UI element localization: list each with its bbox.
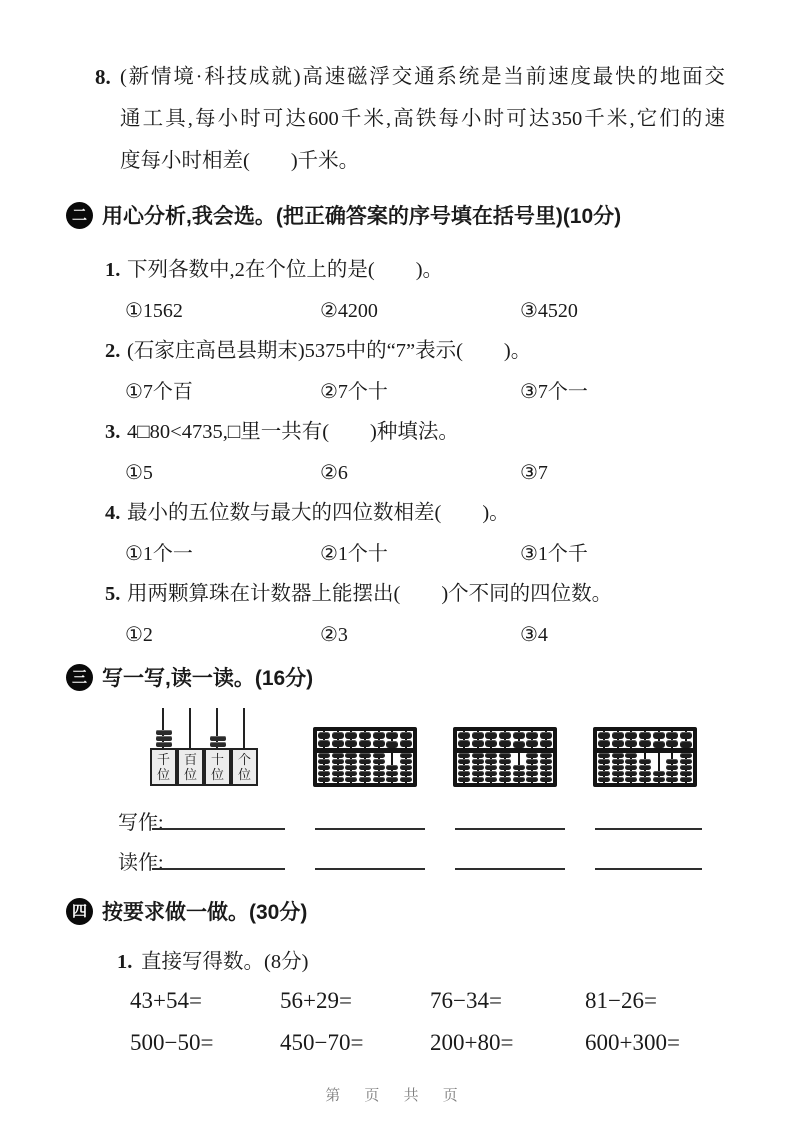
- abacus-bead: [612, 732, 624, 739]
- abacus-bead: [625, 740, 637, 747]
- mcq-question-4-options: [105, 534, 750, 575]
- counter-label-char: 千: [156, 752, 170, 767]
- section-2-questions: [105, 250, 750, 655]
- option: ③4: [520, 623, 548, 646]
- abacus-bead: [540, 765, 552, 771]
- counter-label-char: 十: [210, 752, 224, 767]
- abacus-bead: [359, 753, 371, 759]
- calc-problem: 81−26=: [585, 988, 657, 1013]
- abacus-bead: [458, 740, 470, 747]
- section-2-badge: 二: [66, 202, 93, 229]
- option: ①7个百: [125, 380, 193, 403]
- abacus-bead: [639, 759, 651, 765]
- abacus-bead: [680, 771, 692, 777]
- question-8-number: 8.: [95, 65, 111, 89]
- calc-problem: 450−70=: [280, 1030, 364, 1055]
- question-number: 2.: [105, 340, 121, 362]
- counter-column: [150, 708, 177, 786]
- abacus-bead: [318, 753, 330, 759]
- abacus-bead: [513, 777, 525, 783]
- abacus-bead: [359, 759, 371, 765]
- question-number: 3.: [105, 421, 121, 443]
- counter-label-char: 位: [156, 767, 170, 782]
- question-8-line: 通工具,每小时可达600千米,高铁每小时可达350千米,它们的速: [120, 108, 725, 130]
- abacus-bead: [345, 771, 357, 777]
- counter-column: [177, 708, 204, 786]
- abacus: [593, 727, 697, 787]
- section-4-title: 按要求做一做。(30分): [102, 901, 308, 924]
- abacus-bead: [318, 765, 330, 771]
- abacus-bead: [472, 777, 484, 783]
- calc-problem: 600+300=: [585, 1030, 680, 1055]
- abacus-bead: [540, 732, 552, 739]
- option: ②6: [320, 461, 348, 484]
- option: ①2: [125, 623, 153, 646]
- abacus-bead: [666, 771, 678, 777]
- counter-bead: [210, 742, 226, 747]
- mcq-question-5: [105, 574, 750, 615]
- abacus-bead: [499, 771, 511, 777]
- abacus-bead: [639, 771, 651, 777]
- abacus-bead: [598, 732, 610, 739]
- abacus-bead: [485, 740, 497, 747]
- abacus-bead: [612, 771, 624, 777]
- abacus-bead: [625, 765, 637, 771]
- abacus-bead: [345, 777, 357, 783]
- abacus-bead: [400, 753, 412, 759]
- abacus-bead: [598, 771, 610, 777]
- counter-label-char: 位: [210, 767, 224, 782]
- read-blank: [455, 868, 565, 870]
- counter-place-label: [231, 748, 258, 786]
- abacus-bead: [332, 771, 344, 777]
- abacus-bead: [612, 740, 624, 747]
- abacus-bead: [499, 759, 511, 765]
- abacus-bead: [625, 732, 637, 739]
- option: ③1个千: [520, 542, 588, 565]
- abacus-bead: [653, 777, 665, 783]
- abacus-bead: [386, 741, 398, 748]
- question-text: (石家庄高邑县期末)5375中的“7”表示( )。: [127, 340, 532, 362]
- counter-bead: [156, 742, 172, 747]
- abacus-bead: [472, 740, 484, 747]
- abacus-bead: [540, 759, 552, 765]
- abacus-bead: [612, 759, 624, 765]
- abacus-bead: [373, 753, 385, 759]
- abacus-bead: [625, 759, 637, 765]
- abacus-bead: [499, 777, 511, 783]
- question-text: 下列各数中,2在个位上的是( )。: [127, 259, 444, 281]
- abacus-bead: [373, 740, 385, 747]
- abacus-bead: [540, 740, 552, 747]
- abacus-bead: [345, 759, 357, 765]
- question-8-line: 度每小时相差( )千米。: [120, 150, 360, 172]
- abacus-bead: [332, 759, 344, 765]
- abacus-bead: [373, 777, 385, 783]
- abacus-bead: [680, 753, 692, 759]
- counter-label-char: 位: [183, 767, 197, 782]
- question-8: [95, 56, 725, 182]
- abacus-bead: [386, 777, 398, 783]
- abacus-bead: [472, 753, 484, 759]
- abacus-bead: [513, 732, 525, 739]
- abacus-bead: [680, 741, 692, 748]
- abacus-bead: [513, 771, 525, 777]
- calc-problem: 43+54=: [130, 988, 202, 1013]
- write-blank: [152, 828, 285, 830]
- calc-problem: 56+29=: [280, 988, 352, 1013]
- option: ②4200: [320, 299, 378, 322]
- question-text: 最小的五位数与最大的四位数相差( )。: [127, 502, 510, 524]
- option: ②3: [320, 623, 348, 646]
- section-3-title: 写一写,读一读。(16分): [102, 667, 314, 690]
- abacus-bead: [526, 740, 538, 747]
- abacus-bead: [499, 740, 511, 747]
- counter-column: [204, 708, 231, 786]
- abacus-bead: [526, 732, 538, 739]
- mcq-question-2: [105, 331, 750, 372]
- abacus-bead: [513, 765, 525, 771]
- abacus-bead: [680, 777, 692, 783]
- option: ①1562: [125, 299, 183, 322]
- calc-row-2: [130, 1030, 750, 1060]
- abacus-bead: [653, 741, 665, 748]
- abacus-bead: [485, 777, 497, 783]
- question-8-text: [120, 56, 725, 182]
- calc-problem: 500−50=: [130, 1030, 214, 1055]
- section-3-badge: 三: [66, 664, 93, 691]
- abacus-bead: [485, 765, 497, 771]
- abacus-bead: [318, 771, 330, 777]
- section-2-title: 用心分析,我会选。(把正确答案的序号填在括号里)(10分): [102, 205, 622, 228]
- abacus-bead: [526, 759, 538, 765]
- abacus-bead: [472, 771, 484, 777]
- abacus-bead: [540, 753, 552, 759]
- abacus-bead: [625, 771, 637, 777]
- abacus-bead: [400, 771, 412, 777]
- abacus-bead: [639, 740, 651, 747]
- page-footer: 第 页 共 页: [325, 1087, 468, 1104]
- abacus-bead: [499, 732, 511, 739]
- abacus-bead: [332, 732, 344, 739]
- counter-label-char: 位: [237, 767, 251, 782]
- abacus-bead: [666, 759, 678, 765]
- section-3-header: [66, 662, 313, 692]
- abacus-bead: [400, 777, 412, 783]
- section-4-badge: 四: [66, 898, 93, 925]
- abacus-bead: [485, 753, 497, 759]
- question-text: 4□80<4735,□里一共有( )种填法。: [127, 421, 459, 443]
- abacus-bead: [598, 753, 610, 759]
- abacus-bead: [318, 740, 330, 747]
- abacus-bead: [400, 732, 412, 739]
- abacus-bead: [359, 740, 371, 747]
- abacus-bead: [458, 759, 470, 765]
- abacus-bead: [526, 771, 538, 777]
- read-blank: [595, 868, 702, 870]
- write-blank: [595, 828, 702, 830]
- mcq-question-2-options: [105, 372, 750, 413]
- counter-rod: [243, 708, 245, 749]
- abacus-bead: [485, 732, 497, 739]
- abacus-bead: [666, 777, 678, 783]
- abacus-bead: [359, 765, 371, 771]
- counter-bead: [156, 736, 172, 741]
- abacus-bead: [373, 759, 385, 765]
- abacus-bead: [332, 753, 344, 759]
- question-text: 用两颗算珠在计数器上能摆出( )个不同的四位数。: [127, 583, 613, 605]
- abacus-bead: [400, 765, 412, 771]
- write-blank: [315, 828, 425, 830]
- read-blank: [152, 868, 285, 870]
- abacus-bead: [639, 777, 651, 783]
- abacus-bead: [472, 732, 484, 739]
- abacus-bead: [612, 765, 624, 771]
- counter-place-label: [204, 748, 231, 786]
- option: ③7个一: [520, 380, 588, 403]
- abacus-bead: [526, 777, 538, 783]
- calc-problem: 200+80=: [430, 1030, 514, 1055]
- abacus-bead: [359, 732, 371, 739]
- counter-place-label: [150, 748, 177, 786]
- abacus-bead: [332, 765, 344, 771]
- option: ①5: [125, 461, 153, 484]
- abacus-bead: [513, 741, 525, 748]
- option: ②7个十: [320, 380, 388, 403]
- abacus-bead: [666, 740, 678, 747]
- abacus-bead: [332, 740, 344, 747]
- abacus-bead: [653, 771, 665, 777]
- abacus-bead: [612, 777, 624, 783]
- question-number: 1.: [105, 259, 121, 281]
- read-label: 读作:: [118, 852, 164, 874]
- calc-row-1: [130, 988, 750, 1018]
- abacus-bead: [680, 732, 692, 739]
- sub-question-1-text: 直接写得数。(8分): [141, 951, 309, 973]
- abacus-bead: [526, 753, 538, 759]
- counter-column: [231, 708, 258, 786]
- abacus-bead: [359, 771, 371, 777]
- write-blank: [455, 828, 565, 830]
- abacus-bead: [386, 765, 398, 771]
- abacus-bead: [598, 740, 610, 747]
- counter-rod: [189, 708, 191, 749]
- counter-place-label: [177, 748, 204, 786]
- abacus-bead: [318, 759, 330, 765]
- abacus-bead: [639, 732, 651, 739]
- counter-label-char: 个: [237, 752, 251, 767]
- mcq-question-3-options: [105, 453, 750, 494]
- abacus-bead: [345, 732, 357, 739]
- option: ③4520: [520, 299, 578, 322]
- abacus-bead: [400, 759, 412, 765]
- abacus-bead: [373, 771, 385, 777]
- mcq-question-5-options: [105, 615, 750, 656]
- mcq-question-1: [105, 250, 750, 291]
- counter-bead-stack: [156, 729, 172, 747]
- abacus-bead: [639, 765, 651, 771]
- abacus-bead: [598, 777, 610, 783]
- counter-label-char: 百: [183, 752, 197, 767]
- option: ②1个十: [320, 542, 388, 565]
- abacus-bead: [472, 759, 484, 765]
- write-label: 写作:: [118, 812, 164, 834]
- abacus-bead: [332, 777, 344, 783]
- place-value-counter: [150, 708, 258, 786]
- counter-bead: [210, 736, 226, 741]
- abacus-bead: [318, 777, 330, 783]
- sub-question-1: [117, 944, 308, 974]
- read-blank: [315, 868, 425, 870]
- abacus-bead: [345, 765, 357, 771]
- abacus-bead: [472, 765, 484, 771]
- abacus-bead: [359, 777, 371, 783]
- abacus-bead: [458, 777, 470, 783]
- abacus-bead: [526, 765, 538, 771]
- mcq-question-1-options: [105, 291, 750, 332]
- abacus-bead: [499, 765, 511, 771]
- abacus-bead: [598, 759, 610, 765]
- abacus-bead: [345, 740, 357, 747]
- counter-bead: [156, 730, 172, 735]
- abacus-bead: [680, 765, 692, 771]
- abacus-bead: [400, 740, 412, 747]
- mcq-question-4: [105, 493, 750, 534]
- abacus-bead: [485, 771, 497, 777]
- mcq-question-3: [105, 412, 750, 453]
- abacus-bead: [625, 753, 637, 759]
- question-number: 4.: [105, 502, 121, 524]
- abacus: [453, 727, 557, 787]
- abacus-bead: [386, 771, 398, 777]
- option: ③7: [520, 461, 548, 484]
- calc-problem: 76−34=: [430, 988, 502, 1013]
- abacus-bead: [373, 765, 385, 771]
- abacus-bead: [485, 759, 497, 765]
- abacus: [313, 727, 417, 787]
- abacus-bead: [666, 732, 678, 739]
- abacus-bead: [373, 732, 385, 739]
- abacus-bead: [318, 732, 330, 739]
- abacus-bead: [540, 777, 552, 783]
- abacus-bead: [612, 753, 624, 759]
- abacus-bead: [653, 732, 665, 739]
- sub-question-1-number: 1.: [117, 951, 133, 973]
- abacus-bead: [499, 753, 511, 759]
- abacus-bead: [680, 759, 692, 765]
- abacus-bead: [458, 732, 470, 739]
- abacus-bead: [458, 765, 470, 771]
- abacus-bead: [540, 771, 552, 777]
- question-8-line: (新情境·科技成就)高速磁浮交通系统是当前速度最快的地面交: [120, 66, 725, 88]
- question-number: 5.: [105, 583, 121, 605]
- abacus-bead: [458, 771, 470, 777]
- abacus-bead: [625, 777, 637, 783]
- abacus-bead: [386, 732, 398, 739]
- section-2-header: [66, 200, 621, 230]
- abacus-bead: [666, 765, 678, 771]
- abacus-bead: [458, 753, 470, 759]
- counter-bead-stack: [210, 735, 226, 747]
- abacus-bead: [598, 765, 610, 771]
- option: ①1个一: [125, 542, 193, 565]
- abacus-bead: [345, 753, 357, 759]
- section-4-header: [66, 896, 307, 926]
